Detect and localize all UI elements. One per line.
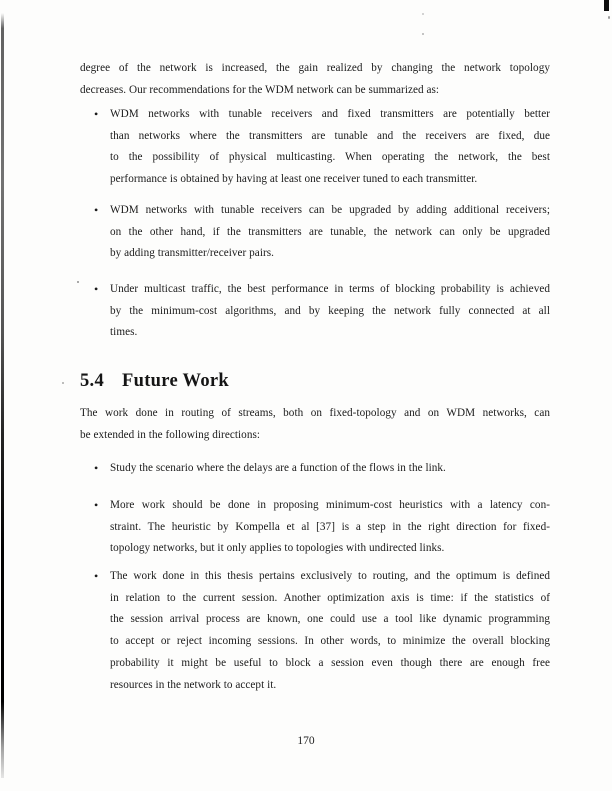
bullet-icon: •	[94, 282, 99, 296]
future-work-paragraph	[80, 403, 550, 446]
scan-corner-mark	[604, 0, 609, 11]
section-heading	[80, 370, 229, 392]
recommendation-item-3	[80, 279, 550, 344]
scan-speck	[422, 13, 424, 15]
section-number: 5.4	[80, 371, 105, 391]
bullet-icon: •	[94, 461, 99, 475]
intro-paragraph	[80, 58, 550, 101]
recommendation-item-2	[80, 200, 550, 265]
scan-speck	[608, 16, 610, 19]
bullet-line: to the possibility of physical multicasting. When operating the network, the best	[110, 151, 550, 164]
bullet-line: topology networks, but it only applies to topologies with undirected links.	[110, 542, 445, 555]
bullet-line: straint. The heuristic by Kompella et al [37] is a step in the right direction for fixed-	[110, 520, 550, 533]
bullet-icon: •	[94, 203, 99, 217]
bullet-line: on the other hand, if the transmitters are tunable, the network can only be upgraded	[110, 225, 550, 238]
bullet-line: Study the scenario where the delays are a function of the flows in the link.	[110, 462, 446, 474]
bullet-line: by the minimum-cost algorithms, and by keeping the network fully connected at all	[110, 304, 550, 317]
bullet-line: in relation to the current session. Another optimization axis is time: if the statistics of	[110, 591, 550, 604]
paragraph-line: The work done in routing of streams, both on fixed-topology and on WDM networks, can	[80, 407, 550, 419]
bullet-line: WDM networks with tunable receivers can be upgraded by adding additional receivers;	[110, 204, 550, 216]
bullet-line: More work should be done in proposing minimum-cost heuristics with a latency con-	[110, 499, 550, 511]
bullet-icon: •	[94, 107, 99, 121]
bullet-line: the session arrival process are known, one could use a tool like dynamic programming	[110, 613, 550, 626]
bullet-line: by adding transmitter/receiver pairs.	[110, 247, 275, 260]
scan-speck	[62, 382, 64, 384]
bullet-line: Under multicast traffic, the best performance in terms of blocking probability is achieved	[110, 283, 550, 295]
bullet-line: to accept or reject incoming sessions. In other words, to minimize the overall blocking	[110, 635, 550, 648]
bullet-line: performance is obtained by having at least one receiver tuned to each transmitter.	[110, 173, 478, 186]
scan-speck	[422, 33, 424, 35]
page-number: 170	[297, 735, 315, 747]
bullet-line: times.	[110, 326, 138, 339]
future-work-item-2	[80, 495, 550, 560]
section-title: Future Work	[122, 371, 229, 391]
paragraph-line: decreases. Our recommendations for the WDM network can be summarized as:	[80, 83, 440, 96]
future-work-item-1	[80, 458, 550, 480]
bullet-line: than networks where the transmitters are tunable and the receivers are fixed, due	[110, 129, 550, 142]
bullet-icon: •	[94, 569, 99, 583]
bullet-line: probability it might be useful to block a session even though there are enough free	[110, 656, 550, 669]
paragraph-line: be extended in the following directions:	[80, 428, 261, 441]
recommendation-item-1	[80, 104, 550, 191]
scan-edge-artifact	[1, 13, 4, 778]
bullet-line: The work done in this thesis pertains exclusively to routing, and the optimum is defined	[110, 570, 550, 582]
future-work-item-3	[80, 566, 550, 696]
bullet-line: WDM networks with tunable receivers and fixed transmitters are potentially better	[110, 108, 550, 120]
paragraph-line: degree of the network is increased, the gain realized by changing the network topology	[80, 62, 550, 74]
bullet-line: resources in the network to accept it.	[110, 678, 277, 691]
bullet-icon: •	[94, 498, 99, 512]
scan-speck	[77, 281, 79, 283]
